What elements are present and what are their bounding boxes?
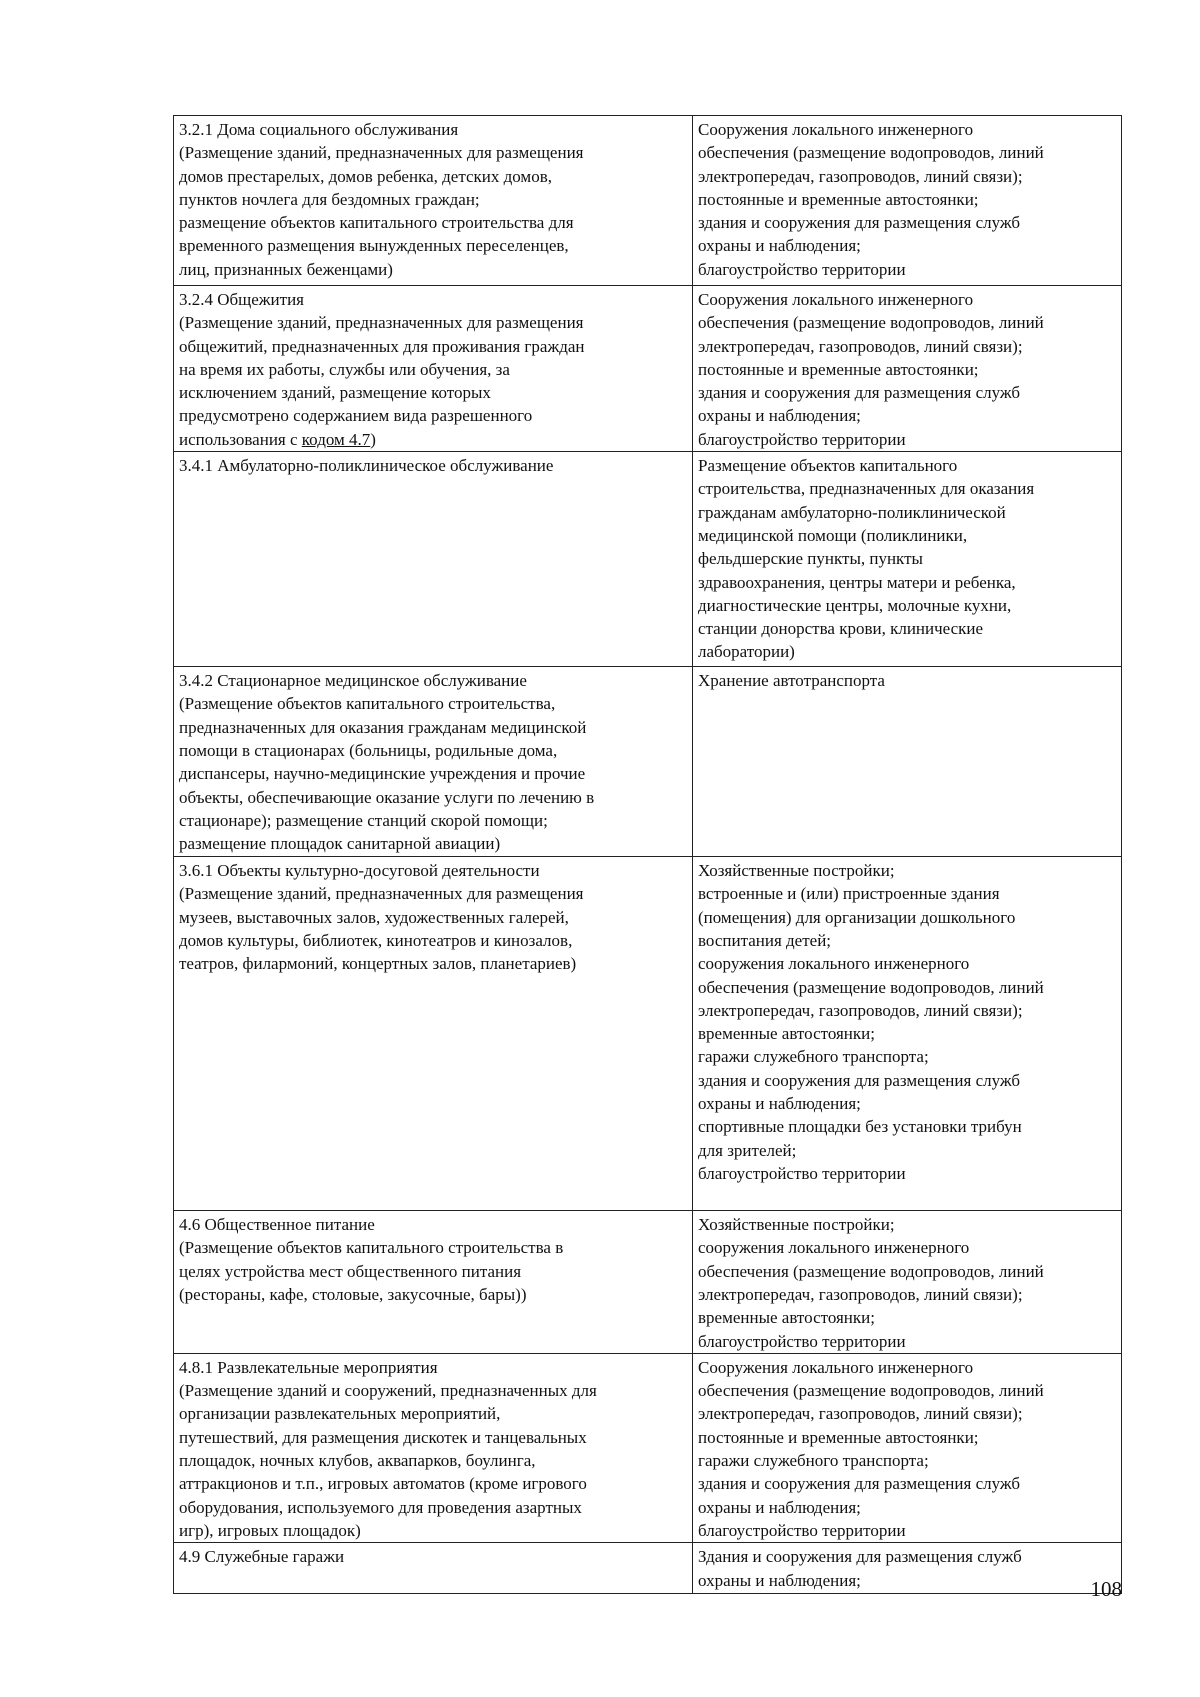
cell-text-line: 3.2.4 Общежития [179, 290, 305, 309]
cell-text-line: постоянные и временные автостоянки; [698, 359, 979, 379]
cell-text-line: помощи в стационарах (больницы, родильные дома, [179, 740, 558, 760]
cell-text-line: здания и сооружения для размещения служб [698, 213, 1021, 233]
cell-text-line: (Размещение объектов капитального строительства в [179, 1238, 564, 1258]
cell-text-line: лиц, признанных беженцами) [179, 259, 393, 279]
cell-text-line: встроенные и (или) пристроенные здания [698, 884, 1000, 904]
auxiliary-use-cell [693, 857, 1122, 1211]
auxiliary-use-cell [693, 1353, 1122, 1542]
cell-text-line: оборудования, используемого для проведения азартных [179, 1497, 582, 1517]
cell-text-line: благоустройство территории [698, 1520, 906, 1540]
cell-text-line: использования с кодом 4.7) [179, 429, 376, 449]
cell-text-line: (помещения) для организации дошкольного [698, 907, 1016, 927]
auxiliary-use-cell [693, 1211, 1122, 1354]
table-body [174, 116, 1122, 1594]
cell-text-line: Хранение автотранспорта [698, 671, 885, 691]
cell-text-line: постоянные и временные автостоянки; [698, 189, 979, 209]
use-type-cell [174, 857, 693, 1211]
use-type-cell [174, 286, 693, 452]
cell-text-line: размещение площадок санитарной авиации) [179, 834, 501, 854]
cell-text-line: диагностические центры, молочные кухни, [698, 595, 1012, 615]
cell-text-line: (рестораны, кафе, столовые, закусочные, бары)) [179, 1284, 527, 1304]
auxiliary-use-cell [693, 452, 1122, 667]
cell-text-line: целях устройства мест общественного питания [179, 1261, 522, 1281]
cell-text-line: на время их работы, службы или обучения, за [179, 359, 510, 379]
cell-text-line: 4.9 Служебные гаражи [179, 1547, 345, 1567]
cell-text-line: электропередач, газопроводов, линий связи); [698, 1284, 1023, 1304]
cell-text-line: 3.6.1 Объекты культурно-досуговой деятельности [179, 861, 540, 881]
table-row [174, 1353, 1122, 1542]
cell-text-line: постоянные и временные автостоянки; [698, 1427, 979, 1447]
use-type-cell [174, 116, 693, 286]
cell-text-line: временные автостоянки; [698, 1024, 875, 1044]
cell-text-line: обеспечения (размещение водопроводов, линий [698, 977, 1044, 997]
cell-text-line: воспитания детей; [698, 930, 832, 950]
cell-text-line: обеспечения (размещение водопроводов, линий [698, 313, 1044, 333]
table-row [174, 1211, 1122, 1354]
cell-text-line: Сооружения локального инженерного [698, 120, 974, 139]
cell-text-line: аттракционов и т.п., игровых автоматов (кроме игрового [179, 1474, 587, 1494]
table-row [174, 452, 1122, 667]
cell-text-line: охраны и наблюдения; [698, 406, 861, 426]
cell-text-line: благоустройство территории [698, 1163, 906, 1183]
table-row [174, 286, 1122, 452]
table-row [174, 116, 1122, 286]
cell-text-line: временные автостоянки; [698, 1308, 875, 1328]
table-row [174, 1543, 1122, 1594]
cell-text-line: размещение объектов капитального строительства для [179, 213, 574, 233]
cell-text-line: диспансеры, научно-медицинские учреждения и прочие [179, 764, 586, 784]
cell-text-line: охраны и наблюдения; [698, 236, 861, 256]
cell-text-line: 4.8.1 Развлекательные мероприятия [179, 1357, 438, 1377]
cell-text-line: Размещение объектов капитального [698, 456, 958, 476]
auxiliary-use-cell [693, 116, 1122, 286]
cell-text-line: здания и сооружения для размещения служб [698, 1474, 1021, 1494]
cell-text-line: временного размещения вынужденных переселенцев, [179, 236, 569, 256]
cell-text-line: (Размещение объектов капитального строительства, [179, 694, 556, 714]
cell-text-line: (Размещение зданий, предназначенных для размещения [179, 884, 584, 904]
cell-text-line: общежитий, предназначенных для проживания граждан [179, 336, 585, 356]
cell-text-line: обеспечения (размещение водопроводов, линий [698, 143, 1044, 163]
cell-text-line: медицинской помощи (поликлиники, [698, 525, 968, 545]
table-row [174, 857, 1122, 1211]
cell-text-line: организации развлекательных мероприятий, [179, 1404, 501, 1424]
cell-text-line: лаборатории) [698, 642, 795, 662]
table-row [174, 667, 1122, 857]
cell-text-line: фельдшерские пункты, пункты [698, 549, 923, 569]
cell-text-line: электропередач, газопроводов, линий связи); [698, 336, 1023, 356]
cell-text-line: игр), игровых площадок) [179, 1520, 361, 1540]
cell-text-line: благоустройство территории [698, 259, 906, 279]
code-reference-link: кодом 4.7 [301, 429, 371, 449]
cell-text-line: музеев, выставочных залов, художественных галерей, [179, 907, 569, 927]
use-type-cell [174, 452, 693, 667]
land-use-table [173, 115, 1122, 1594]
cell-text-line: театров, филармоний, концертных залов, планетариев) [179, 954, 577, 974]
cell-text-line: исключением зданий, размещение которых [179, 383, 491, 403]
cell-text-line: объекты, обеспечивающие оказание услуги по лечению в [179, 787, 595, 807]
cell-text-line: здания и сооружения для размещения служб [698, 383, 1021, 403]
cell-text-line: охраны и наблюдения; [698, 1094, 861, 1114]
use-type-cell [174, 667, 693, 857]
cell-text-line: электропередач, газопроводов, линий связи); [698, 166, 1023, 186]
cell-text-line: стационаре); размещение станций скорой помощи; [179, 810, 548, 830]
cell-text-line: домов престарелых, домов ребенка, детских домов, [179, 166, 552, 186]
use-type-cell [174, 1353, 693, 1542]
cell-text-line: строительства, предназначенных для оказания [698, 479, 1035, 499]
cell-text-line: 4.6 Общественное питание [179, 1215, 375, 1235]
cell-text-line: станции донорства крови, клинические [698, 619, 984, 639]
cell-text-line: Сооружения локального инженерного [698, 290, 974, 309]
cell-text-line: охраны и наблюдения; [698, 1497, 861, 1517]
auxiliary-use-cell [693, 286, 1122, 452]
cell-text-line: гаражи служебного транспорта; [698, 1451, 929, 1471]
cell-text-line: сооружения локального инженерного [698, 954, 970, 974]
cell-text-line: гражданам амбулаторно-поликлинической [698, 502, 1006, 522]
cell-text-line: предназначенных для оказания гражданам медицинской [179, 717, 587, 737]
cell-text-line: предусмотрено содержанием вида разрешенного [179, 406, 533, 426]
cell-text-line: Сооружения локального инженерного [698, 1357, 974, 1377]
use-type-cell [174, 1211, 693, 1354]
cell-text-line: пунктов ночлега для бездомных граждан; [179, 189, 480, 209]
cell-text-line: Хозяйственные постройки; [698, 1215, 895, 1235]
cell-text-line: (Размещение зданий, предназначенных для размещения [179, 143, 584, 163]
cell-text-line: электропередач, газопроводов, линий связи); [698, 1404, 1023, 1424]
cell-text-line: гаражи служебного транспорта; [698, 1047, 929, 1067]
cell-text-line: (Размещение зданий, предназначенных для размещения [179, 313, 584, 333]
cell-text-line: Здания и сооружения для размещения служб [698, 1547, 1022, 1567]
cell-text-line: благоустройство территории [698, 1331, 906, 1351]
cell-text-line: благоустройство территории [698, 429, 906, 449]
cell-text-line: обеспечения (размещение водопроводов, линий [698, 1261, 1044, 1281]
cell-text-line: сооружения локального инженерного [698, 1238, 970, 1258]
cell-text-line: 3.2.1 Дома социального обслуживания [179, 120, 459, 139]
cell-text-line: здравоохранения, центры матери и ребенка, [698, 572, 1016, 592]
cell-text-line: спортивные площадки без установки трибун [698, 1117, 1022, 1137]
cell-text-line: домов культуры, библиотек, кинотеатров и кинозалов, [179, 930, 573, 950]
cell-text-line: путешествий, для размещения дискотек и танцевальных [179, 1427, 587, 1447]
cell-text-line: Хозяйственные постройки; [698, 861, 895, 881]
use-type-cell [174, 1543, 693, 1594]
cell-text-line: электропередач, газопроводов, линий связи); [698, 1000, 1023, 1020]
auxiliary-use-cell [693, 1543, 1122, 1594]
cell-text-line: 3.4.2 Стационарное медицинское обслуживание [179, 671, 527, 691]
auxiliary-use-cell [693, 667, 1122, 857]
cell-text-line: охраны и наблюдения; [698, 1570, 861, 1590]
page-number: 108 [1090, 1577, 1122, 1601]
cell-text-line: для зрителей; [698, 1140, 797, 1160]
cell-text-line: (Размещение зданий и сооружений, предназначенных для [179, 1381, 597, 1401]
cell-text-line: обеспечения (размещение водопроводов, линий [698, 1381, 1044, 1401]
cell-text-line: площадок, ночных клубов, аквапарков, боулинга, [179, 1451, 536, 1471]
cell-text-line: 3.4.1 Амбулаторно-поликлиническое обслуживание [179, 456, 554, 476]
cell-text-line: здания и сооружения для размещения служб [698, 1070, 1021, 1090]
